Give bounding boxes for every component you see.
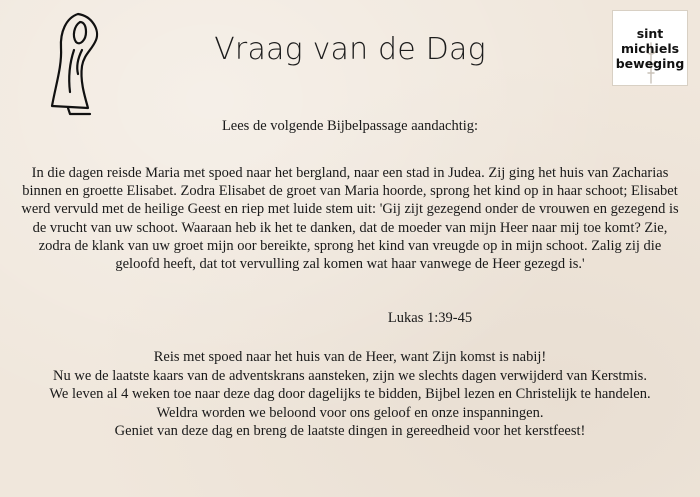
reflection-line: Nu we de laatste kaars van de adventskrans aansteken, zijn we slechts dagen verwijderd van Kerstmis.: [53, 367, 647, 384]
reflection-line: Geniet van deze dag en breng de laatste dingen in gereedheid voor het kerstfeest!: [114, 423, 586, 440]
sint-michielsbeweging-logo: [612, 10, 688, 86]
reflection-line: Weldra worden we beloond voor ons geloof en onze inspanningen.: [156, 404, 544, 421]
bible-reference: Lukas 1:39-45: [387, 310, 473, 326]
reading-instruction: Lees de volgende Bijbelpassage aandachtig:: [221, 118, 479, 134]
reflection-line: Reis met spoed naar het huis van de Heer, want Zijn komst is nabij!: [153, 349, 547, 365]
logo-line-1: sint: [636, 25, 664, 41]
logo-line-3: beweging: [615, 55, 685, 71]
reflection-line: We leven al 4 weken toe naar deze dag door dagelijks te bidden, Bijbel lezen en Christelijk te handelen.: [49, 386, 651, 403]
logo-line-2: michiels: [620, 40, 680, 56]
bible-passage: In die dagen reisde Maria met spoed naar het bergland, naar een stad in Judea. Zij ging het huis van Zacharias binnen en groette Elisabet. Zodra Elisabet de groet van Maria hoorde, sprong het kind op in haar schoot; Elisabet werd vervuld met de heilige Geest en riep met luide stem uit: 'Gij zijt gezegend onder de vrouwen en gezegend is de vrucht van uw schoot. Waaraan heb ik het te danken, dat de moeder van mijn Heer naar mij toe komt? Zie, zodra de klank van uw groet mijn oor bereikte, sprong het kind van vreugde op in mijn schoot. Zalig zij die geloofd heeft, dat tot vervulling zal komen wat haar vanwege de Heer gezegd is.': [21, 165, 679, 273]
page-title: Vraag van de Dag: [214, 32, 486, 67]
reflection-text: [0, 348, 700, 441]
